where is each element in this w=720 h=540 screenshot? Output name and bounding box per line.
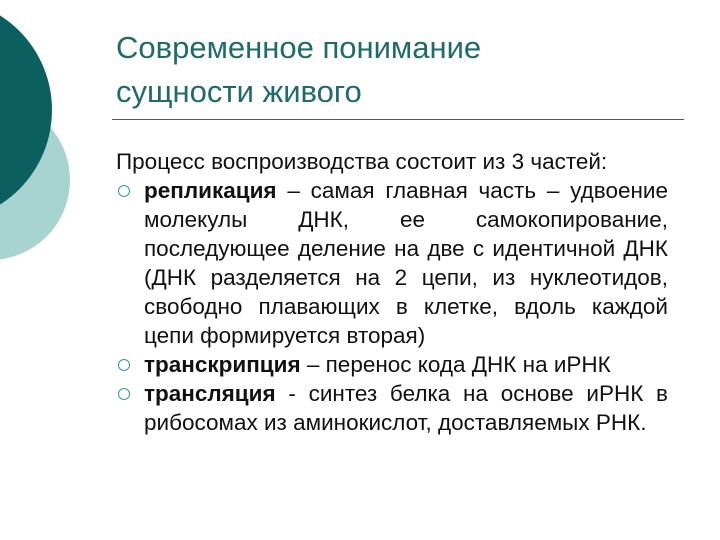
slide-title xyxy=(116,26,696,114)
intro-text: Процесс воспроизводства состоит из 3 частей: xyxy=(116,149,608,174)
list-item-transcription xyxy=(116,350,668,379)
term-transcription: транскрипция xyxy=(144,352,301,377)
term-translation: трансляция xyxy=(144,381,276,406)
description-translation: - синтез белка на основе иРНК в рибосомах из аминокислот, доставляемых РНК. xyxy=(144,381,668,435)
slide-title-line-2: сущности живого xyxy=(116,74,362,109)
title-divider xyxy=(112,119,684,120)
slide-body xyxy=(116,147,668,437)
slide-title-line-1: Современное понимание xyxy=(116,30,482,65)
circle-bullet-icon xyxy=(118,359,130,371)
list-item-replication xyxy=(116,176,668,350)
description-replication: – самая главная часть – удвоение молекулы ДНК, ее самокопирование, последующее деление на две с идентичной ДНК (ДНК разделяется на 2 цепи, из нуклеотидов, свободно плавающих в клетке, вдоль каждой цепи формируется вторая) xyxy=(144,178,668,348)
decorative-circles xyxy=(0,0,120,300)
description-transcription: – перенос кода ДНК на иРНК xyxy=(300,352,611,377)
circle-bullet-icon xyxy=(118,388,130,400)
term-replication: репликация xyxy=(144,178,277,203)
circle-bullet-icon xyxy=(118,185,130,197)
list-item-translation xyxy=(116,379,668,437)
